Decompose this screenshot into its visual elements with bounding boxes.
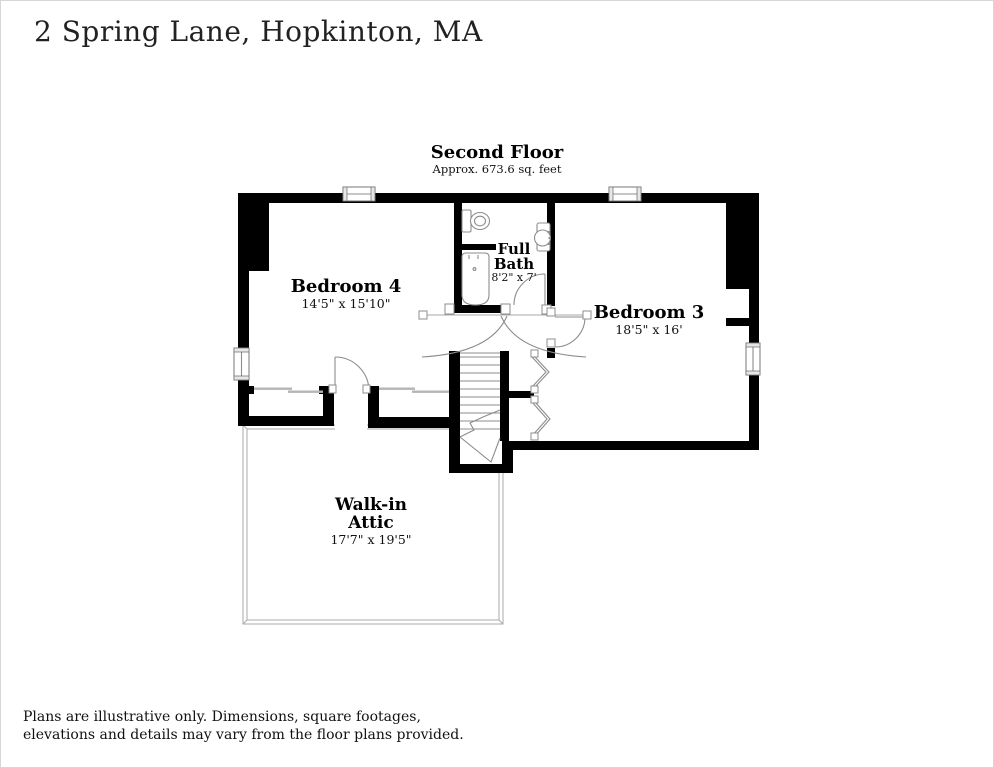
sliding-closet-doors — [254, 388, 449, 393]
window-left — [234, 348, 249, 380]
floor-plan-drawing — [1, 1, 994, 768]
bathtub-icon — [462, 253, 489, 305]
window-top-right — [609, 187, 641, 201]
room-label-walk-in-attic — [330, 497, 411, 546]
bifold-door-upper — [532, 357, 549, 387]
stairwell-floor — [460, 351, 502, 464]
page-title: 2 Spring Lane, Hopkinton, MA — [34, 15, 483, 48]
plan-subtitle: Approx. 673.6 sq. feet — [432, 162, 562, 176]
bedroom3-door — [555, 317, 585, 347]
room-name-line2: Bath — [493, 255, 535, 273]
bifold-door-lower — [532, 402, 550, 436]
attic-corridor-opening — [335, 420, 367, 431]
room-name-line1: Full — [497, 240, 531, 258]
disclaimer-line1: Plans are illustrative only. Dimensions, square footages, — [23, 709, 421, 725]
sink-icon — [535, 223, 551, 251]
room-dimensions: 14'5" x 15'10" — [301, 295, 391, 311]
room-dimensions: 8'2" x 7' — [491, 271, 537, 284]
room-dimensions: 18'5" x 16' — [615, 321, 683, 337]
room-dimensions: 17'7" x 19'5" — [330, 531, 412, 547]
room-name-line1: Walk-in — [334, 495, 408, 515]
disclaimer-line2: elevations and details may vary from the floor plans provided. — [23, 726, 464, 743]
hall-double-doors — [422, 315, 586, 357]
disclaimer — [23, 709, 464, 744]
toilet-icon — [462, 210, 490, 232]
room-name: Bedroom 4 — [290, 276, 402, 297]
room-name: Bedroom 3 — [593, 302, 705, 323]
room-name-line2: Attic — [348, 512, 394, 533]
plan-title: Second Floor — [430, 142, 564, 163]
room-label-bedroom3 — [594, 304, 705, 336]
window-right — [746, 343, 760, 375]
room-label-full-bath — [491, 242, 536, 284]
room-label-bedroom4 — [291, 278, 402, 310]
window-top-left — [343, 187, 375, 201]
